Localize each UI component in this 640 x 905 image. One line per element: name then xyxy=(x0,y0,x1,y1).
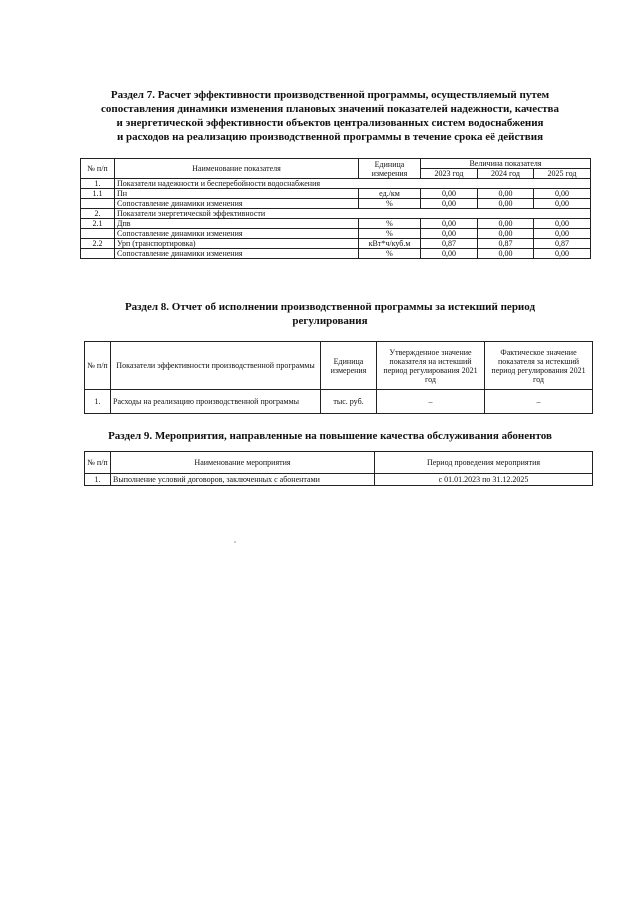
table-row: Сопоставление динамики изменения % 0,00 0,00 0,00 xyxy=(81,199,591,209)
table-row: 2.1 Дпв % 0,00 0,00 0,00 xyxy=(81,219,591,229)
header-unit: Единица измерения xyxy=(321,342,377,390)
section-8-title: Раздел 8. Отчет об исполнении производственной программы за истекший период регулирования xyxy=(124,301,536,327)
header-name: Наименование мероприятия xyxy=(111,452,375,474)
header-unit: Единица измерения xyxy=(359,159,421,179)
header-num: № п/п xyxy=(85,452,111,474)
header-actual: Фактическое значение показателя за истекший период регулирования 2021 год xyxy=(485,342,593,390)
header-year-2024: 2024 год xyxy=(478,169,534,179)
header-num: № п/п xyxy=(81,159,115,179)
section-7-title: Раздел 7. Расчет эффективности производственной программы, осуществляемый путем сопоставления динамики изменения плановых значений показателей надежности, качества и энергетической эффективности объектов централизованных систем водоснабжения и расходов на реализацию производственной программы в течение срока её действия xyxy=(101,89,559,143)
header-name: Показатели эффективности производственной программы xyxy=(111,342,321,390)
header-num: № п/п xyxy=(85,342,111,390)
header-period: Период проведения мероприятия xyxy=(375,452,593,474)
table-row: Сопоставление динамики изменения % 0,00 0,00 0,00 xyxy=(81,229,591,239)
header-year-2023: 2023 год xyxy=(421,169,478,179)
table-row: 1. Показатели надежности и бесперебойности водоснабжения xyxy=(81,179,591,189)
scan-speck xyxy=(234,541,236,543)
section-8-table xyxy=(84,341,593,414)
section-9-table xyxy=(84,451,593,486)
header-value: Величина показателя xyxy=(421,159,591,169)
table-row: 1. Расходы на реализацию производственной программы тыс. руб. – – xyxy=(85,390,593,414)
table-row: 2.2 Урп (транспортировка) кВт*ч/куб.м 0,87 0,87 0,87 xyxy=(81,239,591,249)
table-row: 2. Показатели энергетической эффективности xyxy=(81,209,591,219)
header-year-2025: 2025 год xyxy=(534,169,591,179)
table-row: Сопоставление динамики изменения % 0,00 0,00 0,00 xyxy=(81,249,591,259)
section-9-title: Раздел 9. Мероприятия, направленные на повышение качества обслуживания абонентов xyxy=(108,430,552,442)
header-name: Наименование показателя xyxy=(115,159,359,179)
section-7-table xyxy=(80,158,591,259)
table-row: 1.1 Пн ед./км 0,00 0,00 0,00 xyxy=(81,189,591,199)
header-approved: Утвержденное значение показателя на истекший период регулирования 2021 год xyxy=(377,342,485,390)
table-row: 1. Выполнение условий договоров, заключенных с абонентами с 01.01.2023 по 31.12.2025 xyxy=(85,474,593,486)
